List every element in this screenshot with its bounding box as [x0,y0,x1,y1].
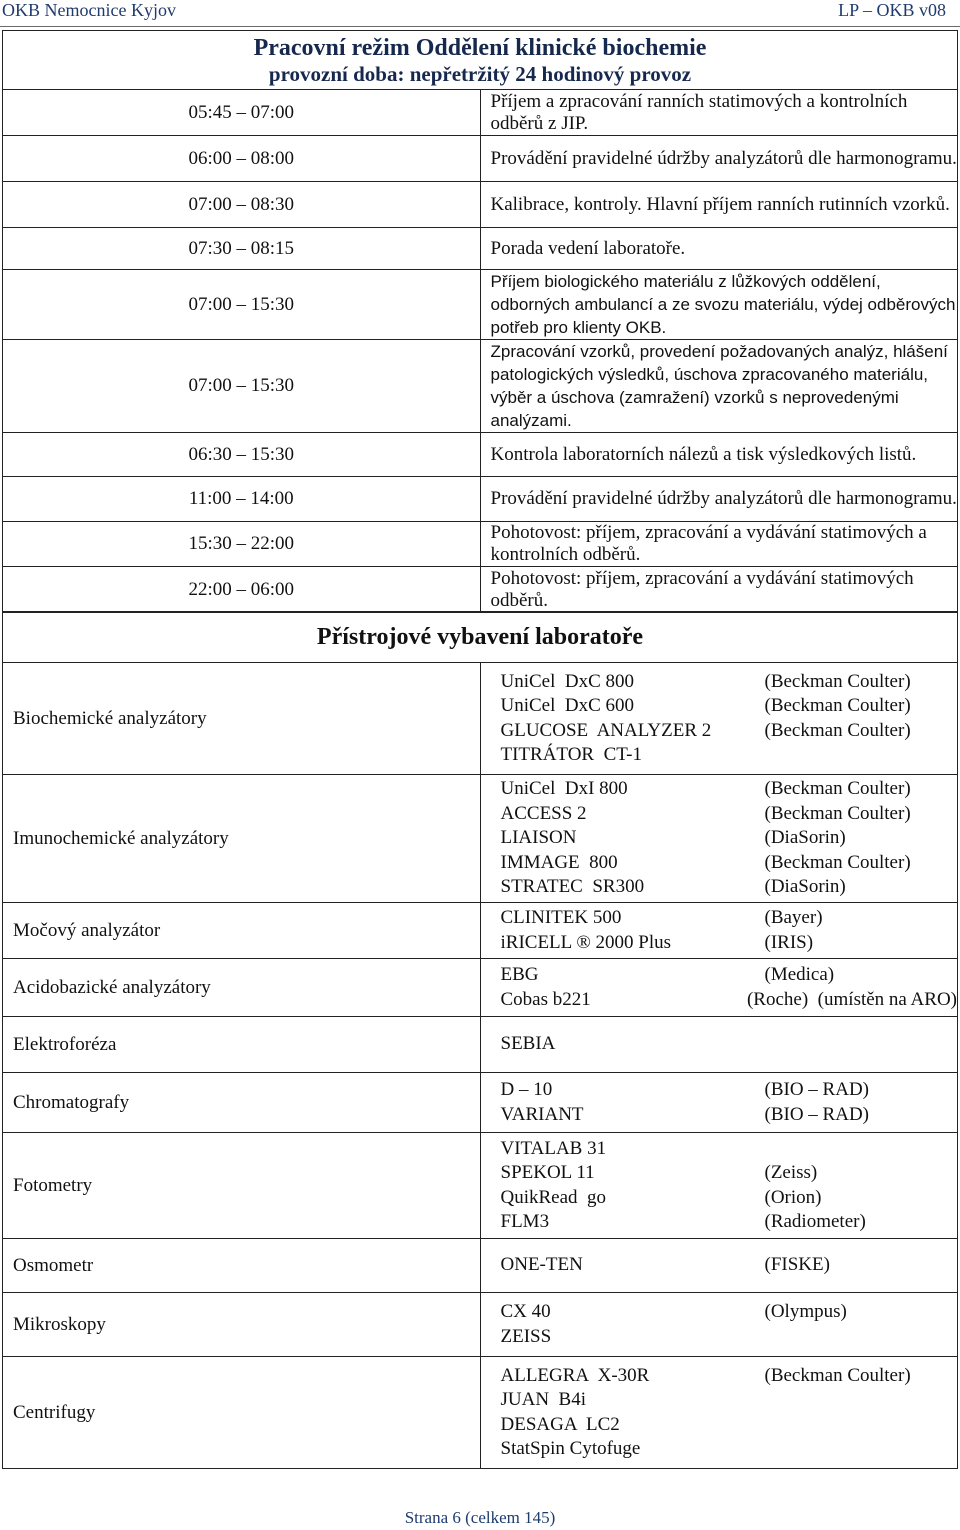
device-name: QuikRead go [500,1186,607,1208]
device-list [480,1239,958,1293]
device-list [480,1357,958,1469]
schedule-time: 07:00 – 08:30 [3,182,481,228]
equipment-row [3,1017,958,1073]
device-maker: (Beckman Coulter) [764,670,911,692]
device-name: EBG [500,964,539,985]
schedule-time: 07:00 – 15:30 [3,270,481,340]
device-maker: (FISKE) [764,1254,830,1276]
page-header [0,0,960,27]
device-list [480,1073,958,1133]
schedule-row [3,340,958,433]
device-entry [501,931,958,956]
schedule-desc: Pohotovost: příjem, zpracování a vydávání statimových a kontrolních odběrů. [480,522,958,567]
schedule-row [3,433,958,477]
device-entry [501,1253,958,1278]
device-name: ALLEGRA X-30R [500,1364,650,1386]
device-list [480,663,958,775]
device-name: STRATEC SR300 [500,876,645,898]
device-entry [501,1437,958,1462]
category-label: Osmometr [3,1239,481,1293]
device-maker: (Orion) [764,1186,822,1208]
device-name: LIAISON [500,827,577,849]
category-label: Centrifugy [3,1357,481,1469]
equipment-row [3,1239,958,1293]
device-entry [501,1210,958,1235]
device-name: D – 10 [500,1079,553,1100]
device-name: ACCESS 2 [500,802,587,824]
schedule-desc: Provádění pravidelné údržby analyzátorů dle harmonogramu. [480,136,958,182]
device-list [480,1293,958,1357]
schedule-row [3,522,958,567]
device-name: StatSpin Cytofuge [500,1438,641,1459]
device-name: Cobas b221 [500,988,591,1010]
device-entry [501,1137,958,1162]
device-maker: (Medica) [764,964,835,985]
device-name: ZEISS [500,1325,552,1347]
schedule-desc: Provádění pravidelné údržby analyzátorů dle harmonogramu. [480,477,958,522]
schedule-title-row [3,31,958,90]
device-entry [501,670,958,695]
device-entry [501,1078,958,1103]
schedule-desc: Příjem biologického materiálu z lůžkových oddělení, odborných ambulancí a ze svozu materiálu, výdej odběrových potřeb pro klienty OKB. [480,270,958,340]
device-entry [501,826,958,851]
schedule-desc: Pohotovost: příjem, zpracování a vydávání statimových odběrů. [480,567,958,613]
device-name: IMMAGE 800 [500,851,618,873]
device-name: JUAN B4i [500,1389,587,1410]
device-entry [501,1032,958,1057]
page-number: Strana 6 (celkem 145) [404,1508,556,1527]
schedule-time: 11:00 – 14:00 [3,477,481,522]
schedule-row [3,136,958,182]
equipment-row [3,1357,958,1469]
device-maker: (Roche) (umístěn na ARO) [746,988,957,1010]
schedule-time: 15:30 – 22:00 [3,522,481,567]
schedule-row [3,228,958,270]
device-entry [501,743,958,768]
device-entry [501,906,958,931]
device-name: UniCel DxI 800 [500,778,628,800]
schedule-desc: Kalibrace, kontroly. Hlavní příjem ranních rutinních vzorků. [480,182,958,228]
device-entry [501,1161,958,1186]
device-maker: (IRIS) [764,931,814,953]
device-entry [501,988,958,1013]
device-list [480,775,958,903]
equipment-table [2,611,958,1469]
device-list [480,903,958,959]
category-label: Mikroskopy [3,1293,481,1357]
schedule-row [3,270,958,340]
schedule-row [3,567,958,613]
device-maker: (BIO – RAD) [764,1079,869,1100]
equipment-title: Přístrojové vybavení laboratoře [3,612,958,663]
device-name: TITRÁTOR CT-1 [500,744,642,765]
equipment-row [3,775,958,903]
device-entry [501,1413,958,1438]
device-name: VITALAB 31 [500,1137,607,1159]
device-entry [501,875,958,900]
category-label: Imunochemické analyzátory [3,775,481,903]
device-maker: (Beckman Coulter) [764,802,911,824]
schedule-time: 07:30 – 08:15 [3,228,481,270]
equipment-row [3,903,958,959]
equipment-row [3,959,958,1017]
header-doc-id: LP – OKB v08 [838,0,946,20]
schedule-desc: Porada vedení laboratoře. [480,228,958,270]
device-entry [501,1325,958,1350]
device-entry [501,1186,958,1211]
device-entry [501,719,958,744]
device-name: CX 40 [500,1301,551,1322]
device-name: SPEKOL 11 [500,1162,595,1183]
device-name: GLUCOSE ANALYZER 2 [500,719,712,741]
device-entry [501,1388,958,1413]
device-name: UniCel DxC 800 [500,670,635,692]
schedule-subtitle: provozní doba: nepřetržitý 24 hodinový provoz [268,61,692,86]
category-label: Biochemické analyzátory [3,663,481,775]
device-name: UniCel DxC 600 [500,695,635,716]
device-name: DESAGA LC2 [500,1413,620,1435]
device-maker: (Olympus) [764,1301,847,1322]
category-label: Elektroforéza [3,1017,481,1073]
device-name: SEBIA [500,1033,556,1055]
schedule-time: 06:30 – 15:30 [3,433,481,477]
schedule-time: 05:45 – 07:00 [3,90,481,136]
device-maker: (DiaSorin) [764,827,846,849]
device-entry [501,1300,958,1325]
device-entry [501,694,958,719]
schedule-time: 22:00 – 06:00 [3,567,481,613]
device-maker: (Beckman Coulter) [764,719,911,741]
device-maker: (Beckman Coulter) [764,778,911,800]
device-maker: (Beckman Coulter) [764,695,911,716]
schedule-row [3,90,958,136]
device-maker: (Beckman Coulter) [764,1364,911,1386]
device-maker: (Zeiss) [764,1162,818,1183]
device-entry [501,1103,958,1128]
device-entry [501,1364,958,1389]
schedule-title-cell [3,31,958,90]
device-entry [501,777,958,802]
schedule-title: Pracovní režim Oddělení klinické biochemie [253,34,707,61]
device-maker: (Beckman Coulter) [764,851,911,873]
schedule-desc: Kontrola laboratorních nálezů a tisk výsledkových listů. [480,433,958,477]
schedule-desc: Příjem a zpracování ranních statimových a kontrolních odběrů z JIP. [480,90,958,136]
device-name: FLM3 [500,1211,550,1232]
category-label: Močový analyzátor [3,903,481,959]
device-maker: (Radiometer) [764,1211,866,1232]
device-name: iRICELL ® 2000 Plus [500,931,671,953]
header-institution: OKB Nemocnice Kyjov [2,0,176,20]
equipment-row [3,1133,958,1239]
category-label: Acidobazické analyzátory [3,959,481,1017]
device-entry [501,851,958,876]
device-name: ONE-TEN [500,1254,583,1276]
device-maker: (DiaSorin) [764,876,846,898]
device-name: CLINITEK 500 [500,907,622,928]
schedule-table [2,30,958,613]
equipment-row [3,1073,958,1133]
device-maker: (BIO – RAD) [764,1103,869,1125]
equipment-title-row [3,612,958,663]
schedule-time: 06:00 – 08:00 [3,136,481,182]
category-label: Chromatografy [3,1073,481,1133]
device-entry [501,802,958,827]
device-list [480,959,958,1017]
equipment-row [3,663,958,775]
device-entry [501,963,958,988]
schedule-desc: Zpracování vzorků, provedení požadovaných analýz, hlášení patologických výsledků, úschova zpracovaného materiálu, výběr a úschova (zamražení) vzorků s neprovedenými analýzami. [480,340,958,433]
device-maker: (Bayer) [764,907,823,928]
device-list [480,1017,958,1073]
schedule-row [3,182,958,228]
schedule-time: 07:00 – 15:30 [3,340,481,433]
category-label: Fotometry [3,1133,481,1239]
equipment-row [3,1293,958,1357]
schedule-row [3,477,958,522]
device-name: VARIANT [500,1103,584,1125]
device-list [480,1133,958,1239]
